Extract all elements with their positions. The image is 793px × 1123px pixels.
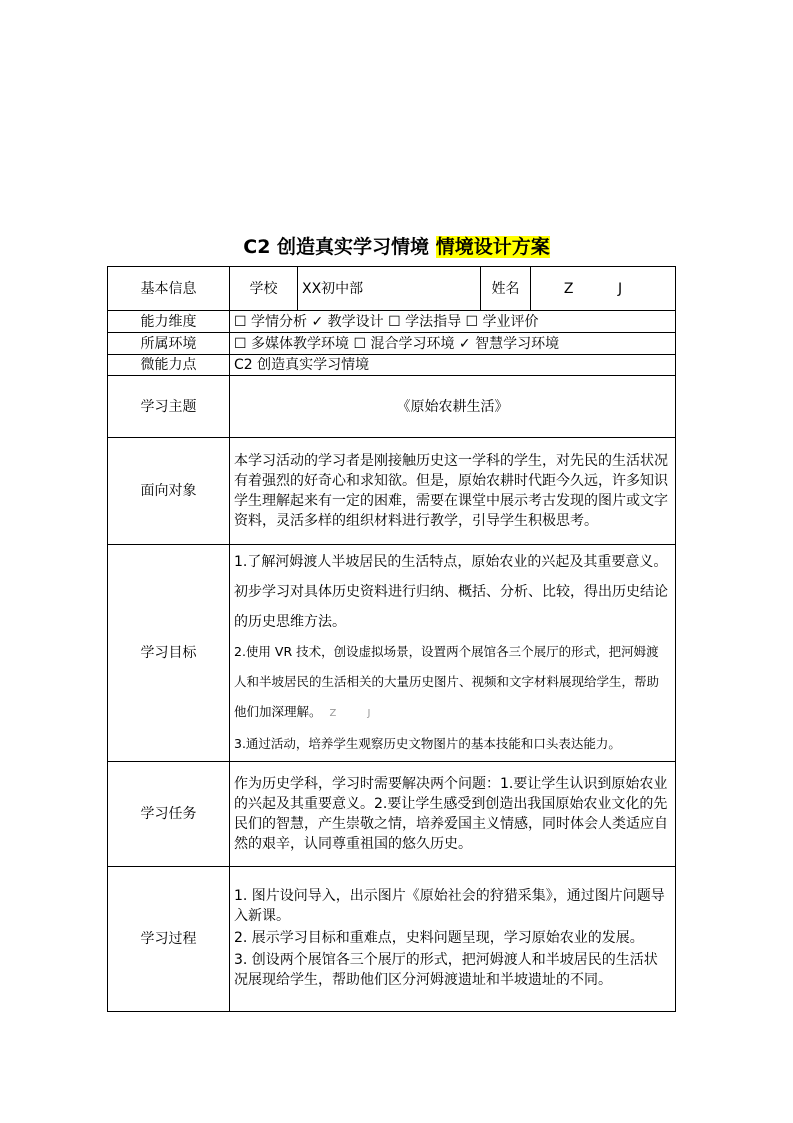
process-step-3: 3. 创设两个展馆各三个展厅的形式，把河姆渡人和半坡居民的生活状况展现给学生，帮助他们区分河姆渡遗址和半坡遗址的不同。 [234,952,658,988]
row-micro-ability [108,355,676,376]
theme-label: 学习主题 [108,376,230,438]
goal-item-2 [234,637,671,729]
row-audience [108,438,676,545]
goals-value [230,545,676,762]
tasks-label: 学习任务 [108,762,230,867]
title-main: C2 创造真实学习情境 [243,236,430,258]
page-title [0,233,793,261]
process-step-2: 2. 展示学习目标和重难点，史料问题呈现，学习原始农业的发展。 [234,930,644,946]
basic-info-label: 基本信息 [108,267,230,311]
ability-options: ☐ 学情分析 ✓ 教学设计 ☐ 学法指导 ☐ 学业评价 [230,311,676,333]
row-ability [108,311,676,333]
row-basic-info [108,267,676,311]
row-theme [108,376,676,438]
row-tasks [108,762,676,867]
process-step-1: 1. 图片设问导入，出示图片《原始社会的狩猎采集》，通过图片问题导入新课。 [234,888,665,924]
goal-item-2-text: 2.使用 VR 技术，创设虚拟场景，设置两个展馆各三个展厅的形式，把河姆渡人和半坡居民的生活相关的大量历史图片、视频和文字材料展现给学生，帮助他们加深理解。 [234,644,660,719]
design-form-table [107,266,676,1012]
row-environment [108,333,676,355]
ability-label: 能力维度 [108,311,230,333]
school-value: XX初中部 [298,267,481,311]
name-value: Z J [531,267,676,311]
audience-label: 面向对象 [108,438,230,545]
name-label: 姓名 [481,267,531,311]
tasks-value: 作为历史学科，学习时需要解决两个问题：1.要让学生认识到原始农业的兴起及其重要意义。2.要让学生感受到创造出我国原始农业文化的先民们的智慧，产生崇敬之情，培养爱国主义情感，同时体会人类适应自然的艰辛，认同尊重祖国的悠久历史。 [230,762,676,867]
row-process [108,867,676,1012]
micro-ability-label: 微能力点 [108,355,230,376]
micro-ability-value: C2 创造真实学习情境 [230,355,676,376]
goal-item-3: 3.通过活动，培养学生观察历史文物图片的基本技能和口头表达能力。 [234,736,621,751]
goal-item-2-mark: Z J [329,708,385,719]
process-label: 学习过程 [108,867,230,1012]
environment-options: ☐ 多媒体教学环境 ☐ 混合学习环境 ✓ 智慧学习环境 [230,333,676,355]
environment-label: 所属环境 [108,333,230,355]
goal-item-1: 1.了解河姆渡人半坡居民的生活特点，原始农业的兴起及其重要意义。初步学习对具体历史资料进行归纳、概括、分析、比较，得出历史结论的历史思维方法。 [234,554,668,630]
audience-value: 本学习活动的学习者是刚接触历史这一学科的学生，对先民的生活状况有着强烈的好奇心和求知欲。但是，原始农耕时代距今久远，许多知识学生理解起来有一定的困难，需要在课堂中展示考古发现的图片或文字资料，灵活多样的组织材料进行教学，引导学生积极思考。 [230,438,676,545]
process-value [230,867,676,1012]
school-label: 学校 [230,267,298,311]
goals-label: 学习目标 [108,545,230,762]
theme-value: 《原始农耕生活》 [230,376,676,438]
row-goals [108,545,676,762]
title-highlight: 情境设计方案 [435,236,550,258]
